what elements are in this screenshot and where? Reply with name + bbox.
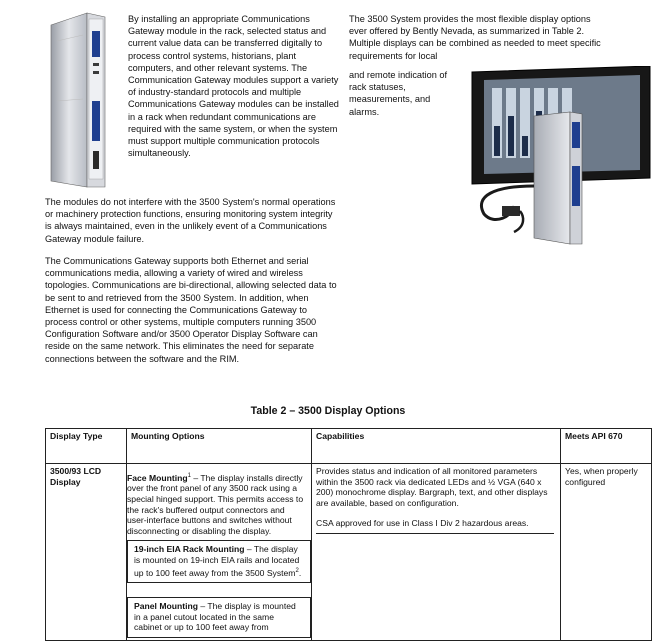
left-intro-paragraph: By installing an appropriate Communications Gateway module in the rack, selected status and current value data can be transferred digitally to process control systems, historians, plant computers, and other relevant systems. The Communication Gateway modules support a variety of industry-standard protocols and multiple Communications Gateway modules can be installed in a rack when redundant communications are required with the same system, or when the system must support multiple communication protocols simultaneously. (128, 14, 339, 159)
mounting-title: 19-inch EIA Rack Mounting (134, 544, 245, 555)
mounting-text: The display is mounted in a panel cutout located in the same cabinet or up to 100 feet away from (134, 601, 296, 633)
mounting-option-panel (127, 597, 311, 638)
mounting-title: Face Mounting (127, 472, 188, 483)
mounting-option-rack (127, 540, 311, 583)
header-mounting-options: Mounting Options (127, 429, 312, 464)
right-intro-paragraph: The 3500 System provides the most flexible display options ever offered by Bently Nevada, as summarized in Table 2. Multiple displays can be combined as needed to meet specific requirements for local (349, 14, 601, 61)
cell-capabilities (312, 464, 561, 641)
cell-display-type: 3500/93 LCD Display (46, 464, 127, 641)
header-capabilities: Capabilities (312, 429, 561, 464)
mounting-separator: – (244, 544, 254, 555)
cell-meets-api: Yes, when properly configured (561, 464, 652, 641)
mounting-option-face (127, 468, 311, 541)
table-header-row (46, 429, 652, 464)
cell-mounting-options (127, 464, 312, 641)
gateway-module-image (47, 11, 119, 189)
mounting-title: Panel Mounting (134, 601, 198, 612)
mounting-separator: – (197, 601, 208, 612)
display-options-table (45, 428, 652, 641)
header-display-type: Display Type (46, 429, 127, 464)
footnote-marker: 1 (187, 473, 191, 479)
table-title: Table 2 – 3500 Display Options (250, 405, 406, 417)
mounting-text: The display installs directly over the front panel of any 3500 rack using a special hinged support. This permits access to the rack's buffered output connectors and user-interface buttons and switches without disconnecting or disabling the display. (127, 472, 304, 536)
footnote-marker: 2 (295, 567, 299, 574)
display-module-image (454, 66, 654, 246)
capabilities-text (316, 466, 554, 534)
mounting-text: The display is mounted on 19-inch EIA rails and located up to 100 feet away from the 3500 System (134, 544, 300, 578)
mounting-separator: – (190, 472, 201, 483)
mounting-text-end: . (298, 567, 302, 578)
header-meets-api: Meets API 670 (561, 429, 652, 464)
capabilities-paragraph: CSA approved for use in Class I Div 2 hazardous areas. (316, 518, 529, 529)
right-continuation-paragraph: and remote indication of rack statuses, measurements, and alarms. (349, 70, 448, 117)
table-row (46, 464, 652, 641)
capabilities-paragraph: Provides status and indication of all monitored parameters within the 3500 rack via dedicated LEDs and ½ VGA (640 x 200) monochrome display. Bargraph, text, and other displays are available, based on configuration. (316, 466, 548, 508)
left-second-paragraph: The Communications Gateway supports both Ethernet and serial communications media, allowing a variety of wired and wireless topologies. Communications are bi-directional, allowing selected data to be sent to and retrieved from the 3500 System. In addition, when Ethernet is used for connecting the Communications Gateway to process control or other systems, multiple computers running 3500 Configuration Software and/or 3500 Operator Display Software can reside on the same network. This eliminates the need for separate connections between the software and the RIM. (45, 256, 337, 364)
left-continuation-paragraph: The modules do not interfere with the 3500 System's normal operations or machinery protection functions, ensuring monitoring system integrity is always maintained, even in the unlikely event of a Communications Gateway module failure. (45, 197, 336, 244)
